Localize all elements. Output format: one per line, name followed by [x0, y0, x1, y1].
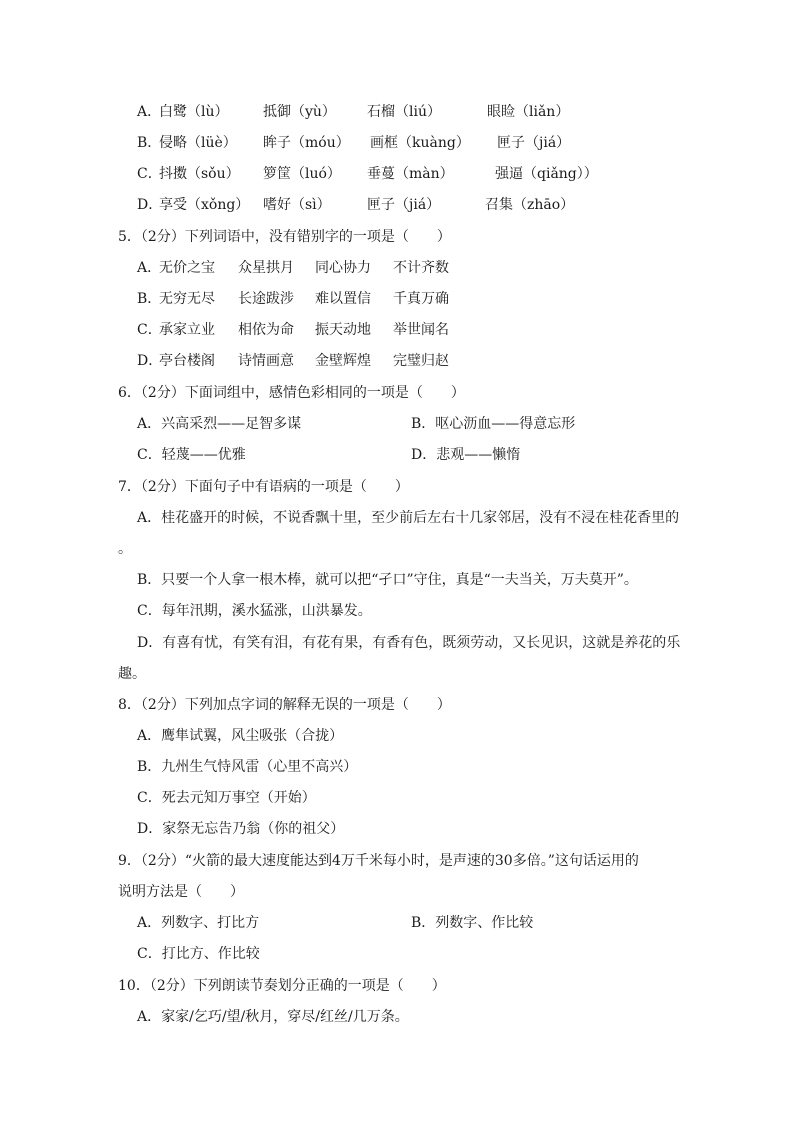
q5-option-a: A． 无价之宝 众星拱月 同心协力 不计齐数 — [137, 260, 449, 276]
q5-option-b: B． 无穷无尽 长途跋涉 难以置信 千真万确 — [137, 291, 449, 307]
q9-stem: 9．（2分）“火箭的最大速度能达到4万千米每小时，是声速的30多倍。”这句话运用的 — [118, 853, 639, 869]
q6-option-a: A．兴高采烈——足智多谋 — [137, 416, 302, 432]
q8-stem: 8．（2分）下列加点字词的解释无误的一项是（ ） — [118, 697, 451, 713]
q7-option-a: A．桂花盛开的时候，不说香飘十里，至少前后左右十几家邻居，没有不浸在桂花香里的 — [137, 510, 680, 526]
q9-option-b: B．列数字、作比较 — [411, 915, 534, 931]
q5-option-d: D． 亭台楼阁 诗情画意 金壁辉煌 完璧归赵 — [137, 353, 449, 369]
q5-stem: 5．（2分）下列词语中，没有错别字的一项是（ ） — [118, 229, 451, 245]
q5-option-c: C． 承家立业 相依为命 振天动地 举世闻名 — [137, 322, 449, 338]
q8-option-b: B．九州生气恃风雷（心里不高兴） — [137, 759, 358, 775]
q9-option-c: C．打比方、作比较 — [137, 946, 260, 962]
q9-stem-continued: 说明方法是（ ） — [118, 884, 244, 900]
q9-option-a: A．列数字、打比方 — [137, 915, 260, 931]
q7-option-b: B．只要一个人拿一根木棒，就可以把“孑口”守住，真是“一夫当关，万夫莫开”。 — [137, 572, 638, 588]
q4-option-c: C． 抖擞（sǒu） 箩筐（luó） 垂蔓（màn） 强逼（qiǎng）） — [137, 166, 598, 182]
q7-option-c: C．每年汛期，溪水猛涨，山洪暴发。 — [137, 603, 372, 619]
q7-option-d: D．有喜有忧，有笑有泪，有花有果，有香有色，既须劳动，又长见识，这就是养花的乐 — [137, 635, 681, 651]
q8-option-d: D．家祭无忘告乃翁（你的祖父） — [137, 821, 345, 837]
q7-option-d-continued: 趣。 — [118, 666, 146, 682]
q6-stem: 6．（2分）下面词组中，感情色彩相同的一项是（ ） — [118, 385, 465, 401]
q6-option-c: C．轻蔑——优雅 — [137, 447, 246, 463]
q8-option-a: A．鹰隼试翼，风尘吸张（合拢） — [137, 728, 344, 744]
q6-option-b: B．呕心沥血——得意忘形 — [411, 416, 576, 432]
q8-option-c: C．死去元知万事空（开始） — [137, 790, 316, 806]
q4-option-d: D． 享受（xǒng） 嗜好（sì） 匣子（jiá） 召集（zhāo） — [137, 197, 575, 213]
q7-option-a-continued: 。 — [118, 541, 132, 557]
q7-stem: 7．（2分）下面句子中有语病的一项是（ ） — [118, 479, 409, 495]
q10-stem: 10．（2分）下列朗读节奏划分正确的一项是（ ） — [118, 978, 446, 994]
q4-option-a: A． 白鹭（lù） 抵御（yù） 石榴（liú） 眼睑（liǎn） — [137, 104, 570, 120]
q6-option-d: D．悲观——懒惰 — [411, 447, 521, 463]
q4-option-b: B． 侵略（lüè） 眸子（móu） 画框（kuàng） 匣子（jiá） — [137, 135, 571, 151]
q10-option-a: A．家家/乞巧/望/秋月，穿尽/红丝/几万条。 — [137, 1009, 409, 1025]
